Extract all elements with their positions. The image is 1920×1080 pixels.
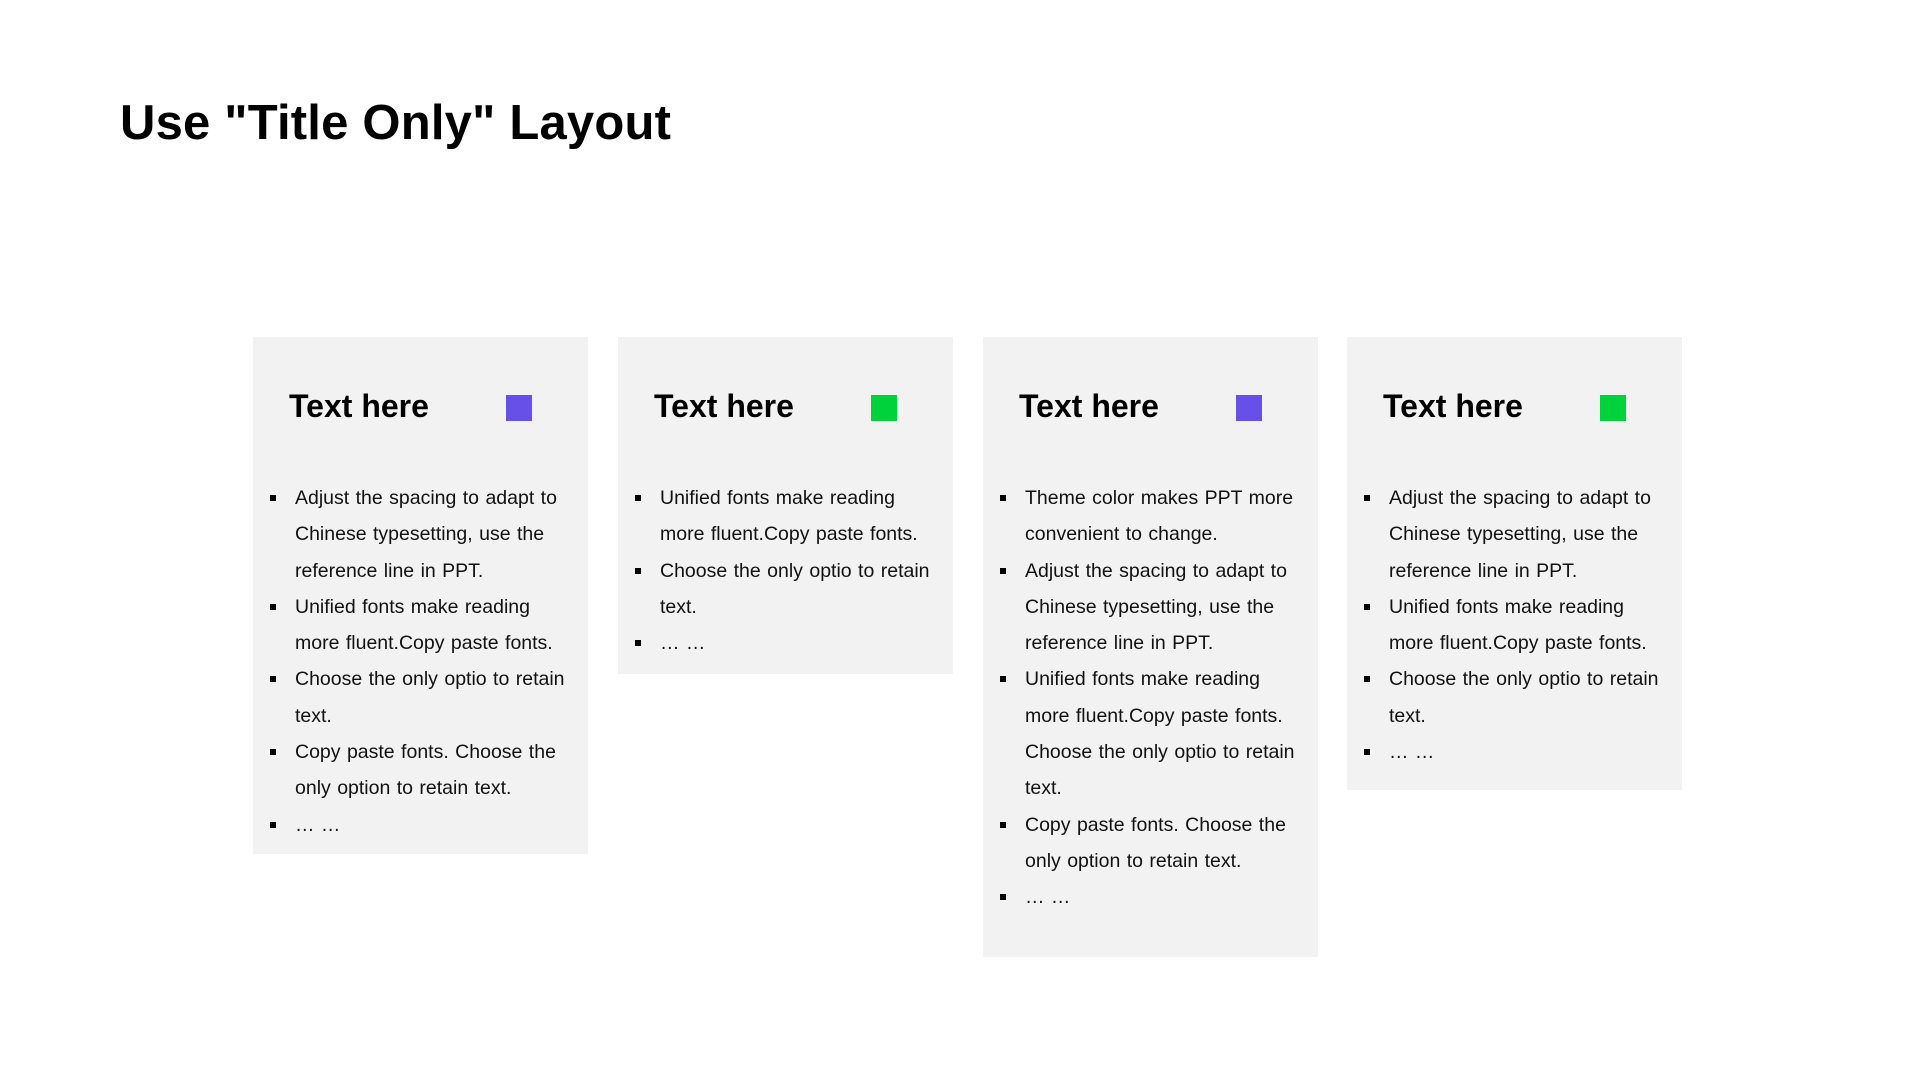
list-item (983, 553, 1318, 662)
square-bullet-icon (270, 822, 276, 828)
list-item-text: … … (1389, 741, 1435, 764)
square-bullet-icon (1000, 822, 1006, 828)
card-title: Text here (289, 388, 429, 424)
square-bullet-icon (270, 676, 276, 682)
list-item-text: Unified fonts make reading more fluent.Copy paste fonts. (1389, 595, 1647, 655)
list-item (253, 734, 588, 807)
list-item-text: Copy paste fonts. Choose the only option to retain text. (1025, 813, 1286, 872)
card-title: Text here (1019, 388, 1159, 424)
card-title: Text here (1383, 388, 1523, 424)
list-item (1347, 661, 1682, 734)
color-swatch (871, 395, 897, 421)
list-item-text: Unified fonts make reading more fluent.Copy paste fonts. (660, 487, 918, 546)
square-bullet-icon (1364, 749, 1370, 755)
list-item (618, 480, 953, 553)
list-item-text: Adjust the spacing to adapt to Chinese typesetting, use the reference line in PPT. (295, 487, 557, 582)
list-item (983, 661, 1318, 806)
list-item (1347, 589, 1682, 662)
square-bullet-icon (1364, 676, 1370, 682)
square-bullet-icon (270, 604, 276, 610)
list-item-text: … … (295, 813, 341, 836)
square-bullet-icon (1364, 604, 1370, 610)
list-item-text: Choose the only optio to retain text. (660, 559, 930, 618)
bullet-list (253, 480, 588, 843)
list-item-text: Copy paste fonts. Choose the only option to retain text. (295, 741, 556, 800)
text-card-2 (618, 337, 953, 674)
text-card-1 (253, 337, 588, 854)
list-item (253, 480, 588, 589)
text-card-3 (983, 337, 1318, 957)
card-title: Text here (654, 388, 794, 424)
bullet-list (618, 480, 953, 661)
list-item (983, 879, 1318, 915)
square-bullet-icon (1364, 495, 1370, 501)
list-item (253, 661, 588, 734)
square-bullet-icon (1000, 676, 1006, 682)
list-item-text: Unified fonts make reading more fluent.Copy paste fonts. Choose the only optio to retain text. (1025, 668, 1295, 800)
list-item (1347, 734, 1682, 770)
list-item (1347, 480, 1682, 589)
list-item-text: … … (1025, 886, 1071, 909)
list-item (618, 625, 953, 661)
list-item-text: Adjust the spacing to adapt to Chinese typesetting, use the reference line in PPT. (1025, 559, 1287, 655)
list-item (983, 807, 1318, 880)
list-item-text: Choose the only optio to retain text. (1389, 668, 1659, 727)
square-bullet-icon (1000, 568, 1006, 574)
list-item (253, 807, 588, 843)
list-item (983, 480, 1318, 553)
slide-title: Use "Title Only" Layout (120, 96, 672, 150)
square-bullet-icon (635, 495, 641, 501)
list-item-text: Unified fonts make reading more fluent.Copy paste fonts. (295, 595, 553, 655)
list-item-text: Adjust the spacing to adapt to Chinese typesetting, use the reference line in PPT. (1389, 487, 1651, 582)
bullet-list (983, 480, 1318, 916)
square-bullet-icon (635, 640, 641, 646)
color-swatch (1600, 395, 1626, 421)
square-bullet-icon (1000, 894, 1006, 900)
square-bullet-icon (635, 568, 641, 574)
list-item (618, 553, 953, 626)
color-swatch (506, 395, 532, 421)
list-item-text: … … (660, 632, 706, 655)
square-bullet-icon (270, 749, 276, 755)
bullet-list (1347, 480, 1682, 770)
text-card-4 (1347, 337, 1682, 790)
list-item-text: Theme color makes PPT more convenient to change. (1025, 487, 1294, 546)
square-bullet-icon (270, 495, 276, 501)
color-swatch (1236, 395, 1262, 421)
square-bullet-icon (1000, 495, 1006, 501)
list-item-text: Choose the only optio to retain text. (295, 668, 565, 727)
list-item (253, 589, 588, 662)
